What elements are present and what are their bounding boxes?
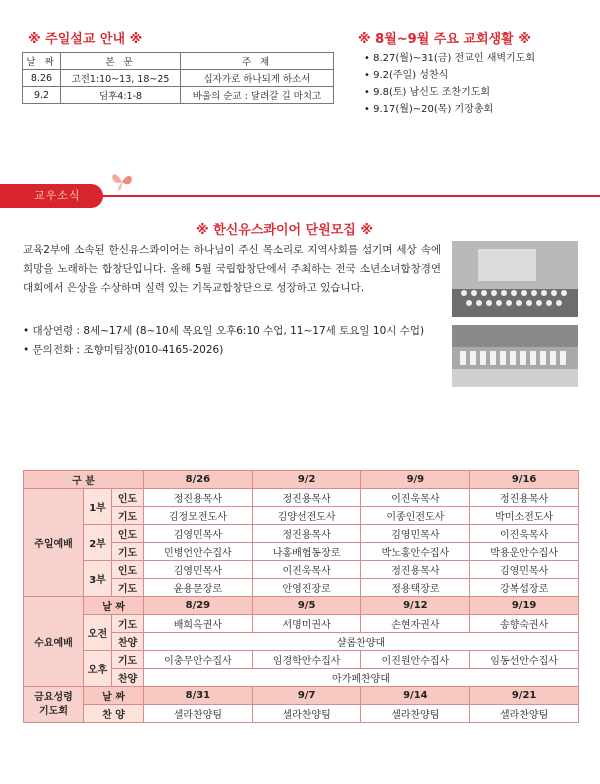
sermon-header-date: 날 짜 [23, 53, 61, 70]
schedule-cell: 김영민목사 [144, 561, 253, 579]
sunday-worship-label: 주일예배 [24, 489, 84, 597]
list-item: • 대상연령 : 8세~17세 (8~10세 목요일 오후6:10 수업, 11~17세 토요일 10시 수업) [23, 322, 424, 341]
schedule-date: 8/31 [144, 687, 253, 705]
friday-prayer-label [24, 687, 84, 723]
table-row [24, 489, 579, 507]
schedule-header-label: 구 분 [24, 471, 144, 489]
sermon-date: 8.26 [23, 70, 61, 87]
schedule-cell: 이진욱목사 [252, 561, 361, 579]
sermon-text: 딤후4:1-8 [61, 87, 181, 104]
sermon-header-topic: 주 제 [181, 53, 334, 70]
worship-schedule-table [23, 470, 579, 723]
friday-label-line: 기도회 [39, 705, 68, 717]
table-row [24, 525, 579, 543]
schedule-cell: 김양선전도사 [252, 507, 361, 525]
list-item: • 8.27(월)~31(금) 전교인 새벽기도회 [364, 50, 535, 67]
schedule-cell: 박노홍안수집사 [361, 543, 470, 561]
events-title: ※ 8월~9월 주요 교회생활 ※ [358, 32, 531, 47]
service-part-label: 1부 [84, 489, 112, 525]
schedule-cell: 정진용목사 [470, 489, 579, 507]
schedule-cell: 셀라찬양팀 [470, 705, 579, 723]
table-row [24, 615, 579, 633]
schedule-cell: 아가페찬양대 [144, 669, 579, 687]
news-banner: 교우소식 [0, 184, 103, 208]
schedule-cell: 김정모전도사 [144, 507, 253, 525]
schedule-cell: 김영민목사 [144, 525, 253, 543]
schedule-header-date: 9/16 [470, 471, 579, 489]
choir-photo-stage [452, 241, 578, 317]
schedule-cell: 송향숙권사 [470, 615, 579, 633]
butterfly-icon [110, 170, 134, 192]
schedule-header-row [24, 471, 579, 489]
table-row [24, 687, 579, 705]
sermon-topic: 십자가로 하나되게 하소서 [181, 70, 334, 87]
schedule-cell: 셀라찬양팀 [252, 705, 361, 723]
schedule-cell: 정진용목사 [252, 525, 361, 543]
schedule-cell: 박미소전도사 [470, 507, 579, 525]
schedule-date: 8/29 [144, 597, 253, 615]
schedule-cell: 이진욱목사 [470, 525, 579, 543]
sermon-title: ※ 주일설교 안내 ※ [28, 32, 143, 47]
schedule-date: 9/7 [252, 687, 361, 705]
wednesday-date-label: 날 짜 [84, 597, 144, 615]
schedule-header-date: 9/9 [361, 471, 470, 489]
friday-choir-label: 찬 양 [84, 705, 144, 723]
friday-date-label: 날 짜 [84, 687, 144, 705]
schedule-cell: 임동선안수집사 [470, 651, 579, 669]
role-label: 찬양 [112, 633, 144, 651]
table-row [24, 651, 579, 669]
schedule-cell: 안영진장로 [252, 579, 361, 597]
role-label: 인도 [112, 561, 144, 579]
schedule-date: 9/19 [470, 597, 579, 615]
list-item: • 9.2(주일) 성찬식 [364, 67, 535, 84]
schedule-cell: 정진용목사 [252, 489, 361, 507]
schedule-cell: 정진용목사 [361, 561, 470, 579]
schedule-cell: 민병언안수집사 [144, 543, 253, 561]
sermon-header-row [23, 53, 334, 70]
schedule-cell: 김영민목사 [470, 561, 579, 579]
list-item: • 문의전화 : 조향미팀장(010-4165-2026) [23, 341, 424, 360]
table-row [23, 70, 334, 87]
schedule-date: 9/12 [361, 597, 470, 615]
schedule-cell: 박용운안수집사 [470, 543, 579, 561]
table-row [24, 705, 579, 723]
sermon-topic: 바울의 순교 : 달려갈 길 마치고 [181, 87, 334, 104]
sermon-header-text: 본 문 [61, 53, 181, 70]
wednesday-worship-label: 수요예배 [24, 597, 84, 687]
role-label: 인도 [112, 525, 144, 543]
role-label: 기도 [112, 543, 144, 561]
role-label: 기도 [112, 615, 144, 633]
role-label: 인도 [112, 489, 144, 507]
service-part-label: 오후 [84, 651, 112, 687]
sermon-text: 고전1:10~13, 18~25 [61, 70, 181, 87]
service-part-label: 3부 [84, 561, 112, 597]
schedule-date: 9/5 [252, 597, 361, 615]
schedule-cell: 정진용목사 [144, 489, 253, 507]
schedule-cell: 샬롬찬양대 [144, 633, 579, 651]
service-part-label: 2부 [84, 525, 112, 561]
schedule-cell: 윤용문장로 [144, 579, 253, 597]
table-row [24, 561, 579, 579]
schedule-cell: 이진원안수집사 [361, 651, 470, 669]
schedule-cell: 정용택장로 [361, 579, 470, 597]
schedule-cell: 서명미권사 [252, 615, 361, 633]
schedule-cell: 임경학안수집사 [252, 651, 361, 669]
schedule-cell: 이종인전도사 [361, 507, 470, 525]
role-label: 기도 [112, 579, 144, 597]
events-list [364, 50, 535, 118]
schedule-cell: 강복섭장로 [470, 579, 579, 597]
choir-title: ※ 한신유스콰이어 단원모집 ※ [196, 223, 373, 238]
list-item: • 9.17(월)~20(목) 기장총회 [364, 101, 535, 118]
role-label: 찬양 [112, 669, 144, 687]
schedule-cell: 셀라찬양팀 [361, 705, 470, 723]
choir-info-list [23, 322, 424, 360]
schedule-header-date: 9/2 [252, 471, 361, 489]
choir-description: 교육2부에 소속된 한신유스콰이어는 하나님이 주신 목소리로 지역사회를 섬기며 세상 속에 희망을 노래하는 합창단입니다. 올해 5월 국립합창단에서 주최하는 전국 소년소녀합창경연대회에서 은상을 수상하며 실력 있는 기독교합창단으로 성장하고 있습니다. [23, 244, 441, 294]
table-row [23, 87, 334, 104]
schedule-cell: 나홍배협동장로 [252, 543, 361, 561]
schedule-cell: 이진욱목사 [361, 489, 470, 507]
schedule-cell: 손현자권사 [361, 615, 470, 633]
list-item: • 9.8(토) 남신도 조찬기도회 [364, 84, 535, 101]
choir-photo-group [452, 325, 578, 387]
schedule-date: 9/14 [361, 687, 470, 705]
friday-label-line: 금요성령 [34, 691, 73, 703]
schedule-header-date: 8/26 [144, 471, 253, 489]
sermon-date: 9.2 [23, 87, 61, 104]
role-label: 기도 [112, 507, 144, 525]
schedule-cell: 셀라찬양팀 [144, 705, 253, 723]
schedule-cell: 김영민목사 [361, 525, 470, 543]
schedule-cell: 이충무안수집사 [144, 651, 253, 669]
schedule-cell: 배희옥권사 [144, 615, 253, 633]
schedule-date: 9/21 [470, 687, 579, 705]
service-part-label: 오전 [84, 615, 112, 651]
role-label: 기도 [112, 651, 144, 669]
sermon-table [22, 52, 334, 104]
table-row [24, 597, 579, 615]
